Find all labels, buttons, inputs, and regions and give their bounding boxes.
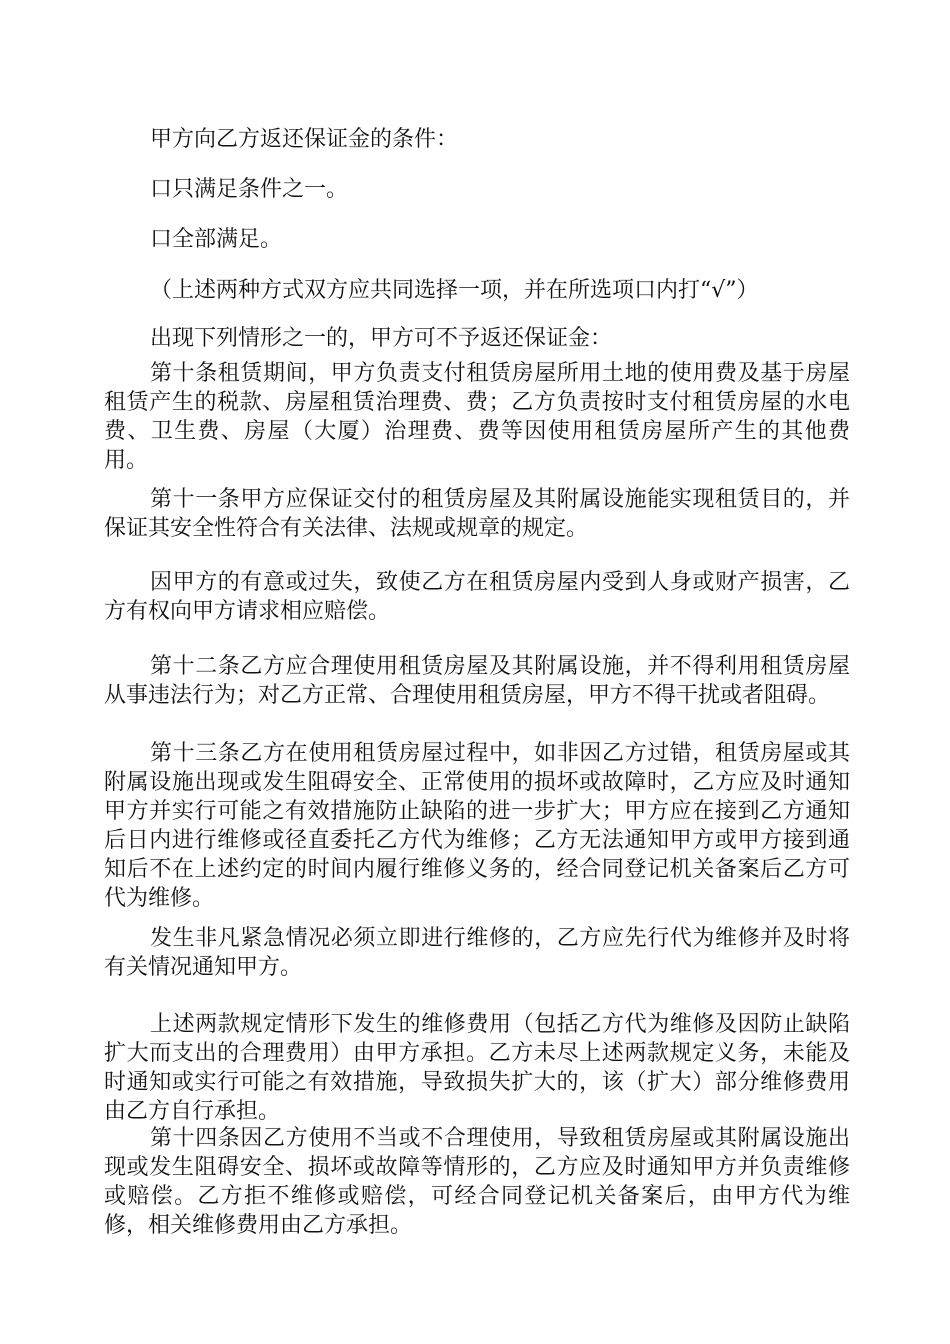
- deposit-return-conditions-heading: 甲方向乙方返还保证金的条件：: [150, 127, 459, 152]
- article-12-paragraph: 第十二条乙方应合理使用租赁房屋及其附属设施，并不得利用租赁房屋从事违法行为；对乙方正常、合理使用租赁房屋，甲方不得干扰或者阻碍。: [104, 654, 850, 708]
- option-one-line: 口只满足条件之一。: [150, 177, 349, 202]
- article-14-paragraph: 第十四条因乙方使用不当或不合理使用，导致租赁房屋或其附属设施出现或发生阻碍安全、损坏或故障等情形的，乙方应及时通知甲方并负责维修或赔偿。乙方拒不维修或赔偿，可经合同登记机关备案后，由甲方代为维修，相关维修费用由乙方承担。: [104, 1126, 850, 1238]
- selection-instruction-line: （上述两种方式双方应共同选择一项，并在所选项口内打“√”）: [150, 278, 759, 303]
- emergency-repair-paragraph: 发生非凡紧急情况必须立即进行维修的，乙方应先行代为维修并及时将有关情况通知甲方。: [104, 926, 850, 980]
- article-11-paragraph: 第十一条甲方应保证交付的租赁房屋及其附属设施能实现租赁目的，并保证其安全性符合有关法律、法规或规章的规定。: [104, 487, 850, 541]
- article-13-paragraph: 第十三条乙方在使用租赁房屋过程中，如非因乙方过错，租赁房屋或其附属设施出现或发生阻碍安全、正常使用的损坏或故障时，乙方应及时通知甲方并实行可能之有效措施防止缺陷的进一步扩大；甲方应在接到乙方通知后日内进行维修或径直委托乙方代为维修；乙方无法通知甲方或甲方接到通知后不在上述约定的时间内履行维修义务的，经合同登记机关备案后乙方可代为维修。: [104, 741, 850, 911]
- non-return-heading: 出现下列情形之一的，甲方可不予返还保证金：: [150, 326, 613, 351]
- option-two-line: 口全部满足。: [150, 227, 283, 252]
- damage-compensation-paragraph: 因甲方的有意或过失，致使乙方在租赁房屋内受到人身或财产损害，乙方有权向甲方请求相应赔偿。: [104, 570, 850, 624]
- repair-cost-paragraph: 上述两款规定情形下发生的维修费用（包括乙方代为维修及因防止缺陷扩大而支出的合理费用）由甲方承担。乙方未尽上述两款规定义务，未能及时通知或实行可能之有效措施，导致损失扩大的，该（扩大）部分维修费用由乙方自行承担。: [104, 1012, 850, 1124]
- article-10-paragraph: 第十条租赁期间，甲方负责支付租赁房屋所用土地的使用费及基于房屋租赁产生的税款、房屋租赁治理费、费；乙方负责按时支付租赁房屋的水电费、卫生费、房屋（大厦）治理费、费等因使用租赁房屋所产生的其他费用。: [104, 361, 850, 473]
